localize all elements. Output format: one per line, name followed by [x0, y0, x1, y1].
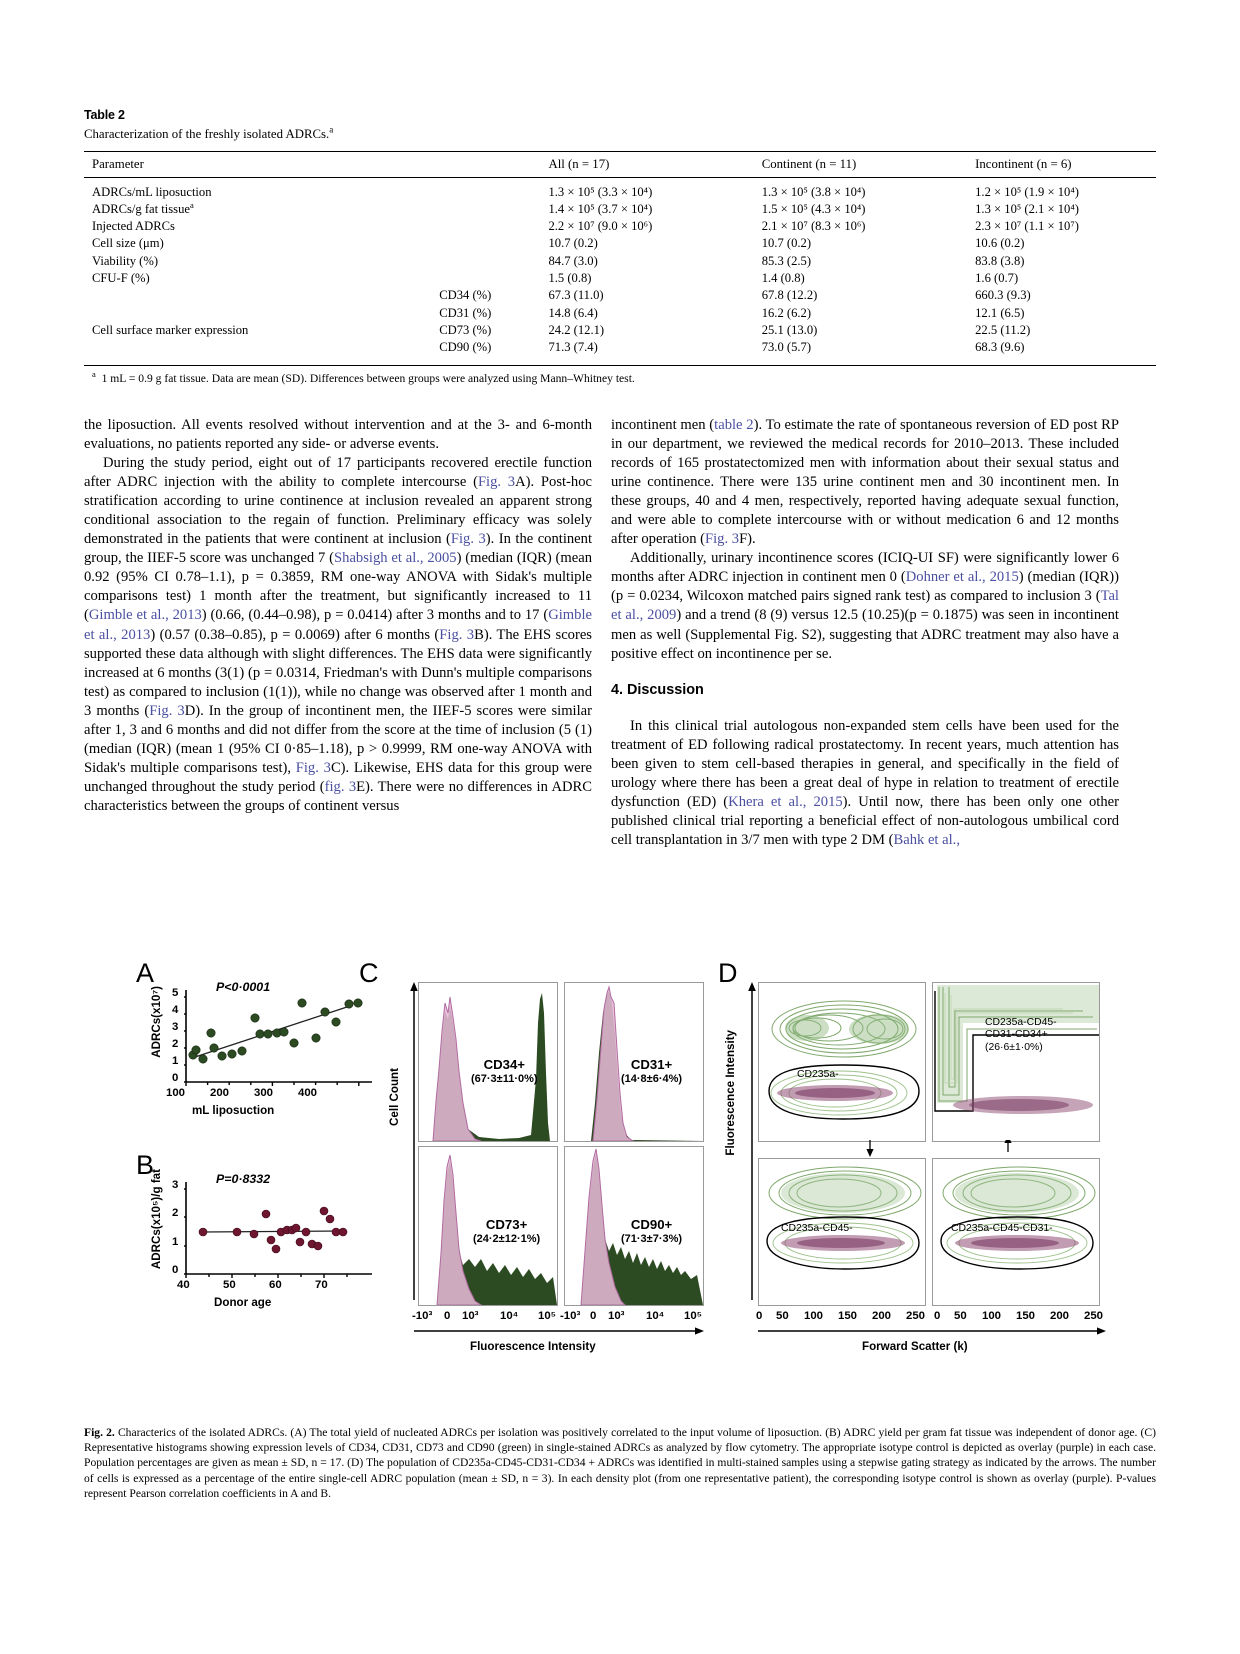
citation-link[interactable]: Dohner et al., 2015 [905, 569, 1019, 586]
cell-parameter-marker-group: Cell surface marker expression [92, 322, 249, 337]
paragraph: the liposuction. All events resolved without intervention and at the 3- and 6-month evaluations, no patients reported any side- or adverse events. [84, 417, 592, 453]
panel-label-c: C [359, 958, 379, 988]
figure-caption-label: Fig. 2. [84, 1426, 115, 1439]
col-header-parameter: Parameter [84, 152, 548, 178]
cell-all: 1.3 × 10⁵ (3.3 × 10⁴) [548, 184, 653, 199]
table-body [84, 178, 1156, 361]
density-plot-top-right [932, 982, 1100, 1142]
table-row [84, 200, 1156, 217]
histogram-cd34 [418, 982, 558, 1142]
citation-link[interactable]: table 2 [714, 417, 754, 433]
density-tl-svg [759, 983, 925, 1141]
table-header [84, 152, 1156, 178]
table-row [84, 269, 1156, 286]
panel-d-xtick-l4: 200 [872, 1310, 892, 1322]
cell-continent: 25.1 (13.0) [761, 322, 818, 337]
cell-marker [439, 235, 548, 252]
cell-continent: 73.0 (5.7) [761, 340, 812, 355]
histogram-cd34-label: CD34+ (67·3±11·0%) [471, 1057, 538, 1085]
histogram-cd73-label: CD73+ (24·2±12·1%) [473, 1217, 541, 1245]
panel-c-xtick-l0: -10³ [412, 1310, 433, 1322]
panel-b-xtick-40: 40 [177, 1279, 190, 1291]
panel-a-ytick-4: 4 [172, 1004, 179, 1016]
cell-all: 24.2 (12.1) [548, 322, 605, 337]
panel-b-xtick-50: 50 [223, 1279, 236, 1291]
panel-d-y-axis-arrow [746, 982, 758, 1302]
cell-parameter [84, 304, 439, 321]
cell-incontinent: 83.8 (3.8) [975, 253, 1025, 268]
cell-continent: 2.1 × 10⁷ (8.3 × 10⁶) [761, 219, 866, 234]
cell-marker: CD31 (%) [439, 305, 492, 320]
table-bottom-rule [84, 365, 1156, 366]
gate-label-cd235a-cd45-cd31: CD235a-CD45-CD31- [951, 1223, 1053, 1234]
table-caption-marker: a [329, 124, 334, 135]
cell-marker [439, 269, 548, 286]
cell-continent: 1.3 × 10⁵ (3.8 × 10⁴) [761, 184, 866, 199]
panel-c-xtick-r4: 10⁵ [684, 1310, 703, 1322]
table-row [84, 183, 1156, 200]
density-plot-top-left [758, 982, 926, 1142]
table-footnote: $^a$ 1 mL = 0.9 g fat tissue. Data are mean (SD). Differences between groups were analyzed using Mann–Whitney test. [92, 369, 635, 385]
density-tr-svg [933, 983, 1099, 1141]
cell-continent: 10.7 (0.2) [761, 236, 812, 251]
panel-a-ytick-5: 5 [172, 987, 179, 999]
panel-a-pvalue: P<0·0001 [216, 980, 271, 994]
panel-a-ytick-0: 0 [172, 1072, 179, 1084]
cell-continent: 1.5 × 10⁵ (4.3 × 10⁴) [761, 201, 866, 216]
citation-link[interactable]: Bahk et al., [893, 831, 960, 848]
paragraph: In this clinical trial autologous non-expanded stem cells have been used for the treatment of ED following radical prostatectomy. In recent years, much attention has been given to stem cell-based therapies in general, and specifically in the field of urology where there has been a great deal of hype in relation to treatment of erectile dysfunction (ED) (Khera et al., 2015). Until now, there has been only one other published clinical trial reporting a beneficial effect of non-autologous umbilical cord cell transplantation in 3/7 men with type 2 DM (Bahk et al., [611, 717, 1119, 848]
table-2-block [84, 108, 1156, 385]
cell-all: 14.8 (6.4) [548, 305, 598, 320]
panel-a-xtick-300: 300 [254, 1087, 274, 1099]
panel-d-xtick-l5: 250 [906, 1310, 926, 1322]
panel-c-xtick-r3: 10⁴ [646, 1310, 665, 1322]
cell-marker [439, 200, 548, 217]
cell-parameter: ADRCs/mL liposuction [92, 184, 212, 199]
panel-d-xtick-l3: 150 [838, 1310, 858, 1322]
table-caption: Characterization of the freshly isolated ADRCs.$^a$ [84, 124, 334, 141]
paragraph: incontinent men (table 2). To estimate the rate of spontaneous reversion of ED post RP in our department, we reviewed the medical records for 2010–2013. These included records of 165 prostatectomized men with information about their sexual status and urine continence. There were 135 urine continent men and 30 incontinent men. In these groups, 40 and 4 men, respectively, reported having adequate sexual function, and were able to complete intercourse with or without medication 6 and 12 months after operation (Fig. 3F). [611, 417, 1119, 548]
histogram-cd90-label: CD90+ (71·3±7·3%) [621, 1217, 683, 1245]
panel-c-xtick-r0: -10³ [560, 1310, 581, 1322]
table-2 [84, 151, 1156, 361]
cell-marker: CD90 (%) [439, 340, 492, 355]
panel-a-ylabel: ADRCs(x10⁷) [150, 986, 163, 1058]
panel-d-xlabel: Forward Scatter (k) [862, 1340, 968, 1353]
footnote-marker: a [92, 369, 96, 380]
panel-label-a: A [136, 958, 155, 988]
panel-b-ytick-1: 1 [172, 1236, 179, 1248]
density-plot-bottom-right [932, 1158, 1100, 1306]
cell-all: 67.3 (11.0) [548, 288, 604, 303]
col-header-all: All (n = 17) [548, 152, 761, 178]
histogram-cd73 [418, 1146, 558, 1306]
cell-parameter: Viability (%) [92, 253, 159, 268]
citation-link[interactable]: Shabsigh et al., 2005 [334, 550, 457, 567]
citation-link[interactable]: Fig. 3 [705, 531, 740, 548]
panel-a-xtick-400: 400 [298, 1087, 318, 1099]
panel-c-xtick-l4: 10⁵ [538, 1310, 557, 1322]
cell-parameter [84, 339, 439, 356]
cell-incontinent: 12.1 (6.5) [975, 305, 1025, 320]
paragraph: During the study period, eight out of 17 participants recovered erectile function after ADRC injection with the ability to complete intercourse (Fig. 3A). Post-hoc stratification according to urine continence at inclusion revealed an apparent strong conditional association to the regain of function. Preliminary efficacy was solely demonstrated in the patients that were continent at inclusion (Fig. 3). In the continent group, the IIEF-5 score was unchanged 7 (Shabsigh et al., 2005) (median (IQR) (mean 0.92 (95% CI 0.78–1.1), p = 0.3859, RM one-way ANOVA with Sidak's multiple comparisons test) 1 month after the treatment, but significantly increased to 11 (Gimble et al., 2013) (0.66, (0.44–0.98), p = 0.0414) after 3 months and to 17 (Gimble et al., 2013) (0.57 (0.38–0.85), p = 0.0069) after 6 months (Fig. 3B). The EHS scores supported these data although with slight differences. The EHS data were significantly increased at 6 months (3(1) (p = 0.0314, Friedman's with Dunn's multiple comparisons test) as compared to inclusion (1(1)), while no change was observed after 1 month and 3 months (Fig. 3D). In the group of incontinent men, the IIEF-5 scores were similar after 1, 3 and 6 months and did not differ from the score at the time of inclusion (5 (1)(median (IQR) (mean 1 (95% CI 0·85–1.18), p > 0.9999, RM one-way ANOVA with Sidak's multiple comparisons test), Fig. 3C). Likewise, EHS data for this group were unchanged throughout the study period (fig. 3E). There were no differences in ADRC characteristics between the groups of continent versus [84, 455, 593, 814]
cell-parameter: CFU-F (%) [92, 270, 150, 285]
paragraph: Additionally, urinary incontinence scores (ICIQ-UI SF) were significantly lower 6 months after ADRC injection in continent men 0 (Dohner et al., 2015) (median (IQR))(p = 0.0234, Wilcoxon matched pairs signed rank test) as compared to inclusion 3 (Tal et al., 2009) and a trend (8 (9) versus 12.5 (10.25)(p = 0.1875) was seen in incontinent men as well (Supplemental Fig. S2), suggesting that ADRC treatment may also have a positive effect on incontinence per se. [611, 550, 1119, 662]
gate-label-cd235a-cd45: CD235a-CD45- [781, 1223, 853, 1234]
cell-marker [439, 183, 548, 200]
cell-continent: 85.3 (2.5) [761, 253, 812, 268]
cell-continent: 67.8 (12.2) [761, 288, 818, 303]
cell-incontinent: 1.2 × 10⁵ (1.9 × 10⁴) [975, 184, 1079, 199]
panel-b-ytick-3: 3 [172, 1179, 179, 1191]
histogram-cd31-label: CD31+ (14·8±6·4%) [621, 1057, 683, 1085]
cell-incontinent: 22.5 (11.2) [975, 322, 1031, 337]
panel-d-ylabel: Fluorescence Intensity [724, 1030, 737, 1156]
panel-b-ytick-2: 2 [172, 1207, 179, 1219]
citation-link[interactable]: Fig. 3 [450, 531, 486, 548]
panel-b-ytick-0: 0 [172, 1264, 179, 1276]
citation-link[interactable]: Fig. 3 [477, 474, 516, 491]
table-number: Table 2 [84, 108, 125, 122]
cell-marker: CD73 (%) [439, 322, 492, 337]
panel-label-d: D [718, 958, 738, 988]
gating-arrows [758, 1140, 1118, 1158]
figure-caption-text: Characterics of the isolated ADRCs. (A) The total yield of nucleated ADRCs per isolation was positively correlated to the input volume of liposuction. (B) ADRC yield per gram fat tissue was independent of donor age. (C) Representative histograms showing expression levels of CD34, CD31, CD73 and CD90 (green) in single-stained ADRCs as analyzed by flow cytometry. The appropriate isotype control is depicted as overlay (purple) in each case. Population percentages are given as mean ± SD, n = 17. (D) The population of CD235a-CD45-CD31-CD34 + ADRCs was identified in multi-stained samples using a stepwise gating strategy as indicated by the arrows. The number of cells is expressed as a percentage of the entire single-cell ADRC population (mean ± SD, n = 3). In each density plot (from one representative patient), the corresponding isotype control is shown as overlay (purple). P-values represent Pearson correlation coefficients in A and B. [84, 1426, 1157, 1500]
citation-link[interactable]: Fig. 3 [149, 702, 185, 719]
cell-continent: 16.2 (6.2) [761, 305, 812, 320]
cell-parameter: ADRCs/g fat tissue$^a$ [92, 199, 194, 216]
citation-link[interactable]: fig. 3 [324, 778, 357, 795]
cell-all: 10.7 (0.2) [548, 236, 598, 251]
cell-all: 71.3 (7.4) [548, 340, 598, 355]
body-column-right [611, 416, 1119, 850]
panel-d-xtick-l0: 0 [756, 1310, 763, 1322]
panel-d-x-axis-arrow [758, 1326, 1108, 1338]
panel-b-xtick-60: 60 [269, 1279, 282, 1291]
col-header-incontinent: Incontinent (n = 6) [975, 152, 1156, 178]
cell-incontinent: 1.3 × 10⁵ (2.1 × 10⁴) [975, 201, 1079, 216]
col-header-continent: Continent (n = 11) [762, 152, 975, 178]
panel-d-xtick-l1: 50 [776, 1310, 789, 1322]
cell-incontinent: 1.6 (0.7) [975, 270, 1019, 285]
panel-c-plot [384, 980, 714, 1360]
gate-label-cd235a-cd45-cd31-cd34: CD235a-CD45- CD31-CD34+ (26·6±1·0%) [985, 1017, 1057, 1053]
cell-incontinent: 2.3 × 10⁷ (1.1 × 10⁷) [975, 219, 1079, 234]
table-row [84, 287, 1156, 304]
panel-a-ytick-2: 2 [172, 1038, 179, 1050]
cell-parameter [84, 287, 439, 304]
panel-a-ytick-3: 3 [172, 1021, 179, 1033]
panel-a-xlabel: mL liposuction [192, 1104, 275, 1117]
panel-c-xtick-l3: 10⁴ [500, 1310, 519, 1322]
cell-all: 2.2 × 10⁷ (9.0 × 10⁶) [548, 219, 653, 234]
panel-b-scatter-svg [184, 1182, 384, 1292]
density-plot-bottom-left [758, 1158, 926, 1306]
table-row [84, 235, 1156, 252]
panel-a-scatter-svg [184, 990, 384, 1100]
panel-a-ytick-1: 1 [172, 1055, 179, 1067]
panel-c-xtick-l1: 0 [444, 1310, 451, 1322]
panel-c-ylabel: Cell Count [388, 1068, 401, 1126]
panel-d-xtick-r3: 150 [1016, 1310, 1036, 1322]
panel-a-xtick-200: 200 [210, 1087, 230, 1099]
cell-parameter: Injected ADRCs [92, 219, 175, 234]
table-row [84, 339, 1156, 356]
cell-all: 1.5 (0.8) [548, 270, 592, 285]
panel-d-plot [724, 980, 1152, 1360]
citation-link[interactable]: Fig. 3 [439, 626, 475, 643]
gate-label-cd235a: CD235a- [797, 1069, 839, 1080]
panel-b-ylabel: ADRCs(x10⁵)/g fat [150, 1169, 163, 1270]
cell-marker [439, 252, 548, 269]
citation-link[interactable]: Gimble et al., 2013 [84, 607, 592, 643]
panel-c-xtick-l2: 10³ [462, 1310, 479, 1322]
panel-label-b: B [136, 1150, 155, 1180]
figure-2 [84, 960, 1156, 1380]
citation-link[interactable]: Gimble et al., 2013 [88, 607, 202, 624]
cell-incontinent: 10.6 (0.2) [975, 236, 1025, 251]
panel-c-xtick-r2: 10³ [608, 1310, 625, 1322]
citation-link[interactable]: Fig. 3 [295, 759, 331, 776]
cell-marker [439, 218, 548, 235]
panel-d-xtick-r2: 100 [982, 1310, 1002, 1322]
panel-b-xlabel: Donor age [214, 1296, 272, 1309]
panel-a-xtick-100: 100 [166, 1087, 186, 1099]
panel-c-x-axis-arrow [414, 1326, 706, 1338]
panel-d-xtick-r0: 0 [934, 1310, 941, 1322]
panel-b-pvalue: P=0·8332 [216, 1172, 271, 1186]
cell-marker: CD34 (%) [439, 288, 492, 303]
table-row [84, 304, 1156, 321]
cell-incontinent: 68.3 (9.6) [975, 340, 1025, 355]
panel-b-plot [150, 1169, 364, 1342]
panel-d-xtick-r1: 50 [954, 1310, 967, 1322]
cell-continent: 1.4 (0.8) [761, 270, 805, 285]
histogram-cd31 [564, 982, 704, 1142]
body-column-left [84, 416, 592, 816]
panel-a-plot [150, 980, 364, 1150]
cell-parameter: Cell size (μm) [92, 236, 164, 251]
panel-c-xlabel: Fluorescence Intensity [470, 1340, 596, 1353]
citation-link[interactable]: Khera et al., 2015 [728, 793, 843, 810]
panel-d-xtick-r4: 200 [1050, 1310, 1070, 1322]
histogram-cd90 [564, 1146, 704, 1306]
table-row [84, 252, 1156, 269]
table-row [84, 218, 1156, 235]
cell-all: 1.4 × 10⁵ (3.7 × 10⁴) [548, 201, 653, 216]
panel-d-xtick-r5: 250 [1084, 1310, 1104, 1322]
footnote-ref: a [189, 199, 194, 210]
section-heading-discussion: 4. Discussion [611, 681, 704, 698]
cell-all: 84.7 (3.0) [548, 253, 598, 268]
citation-link[interactable]: Tal et al., 2009 [611, 588, 1119, 624]
panel-d-xtick-l2: 100 [804, 1310, 824, 1322]
panel-c-xtick-r1: 0 [590, 1310, 597, 1322]
cell-incontinent: 660.3 (9.3) [975, 288, 1031, 303]
panel-b-xtick-70: 70 [315, 1279, 328, 1291]
table-row [84, 321, 1156, 338]
figure-caption [84, 1425, 1156, 1501]
